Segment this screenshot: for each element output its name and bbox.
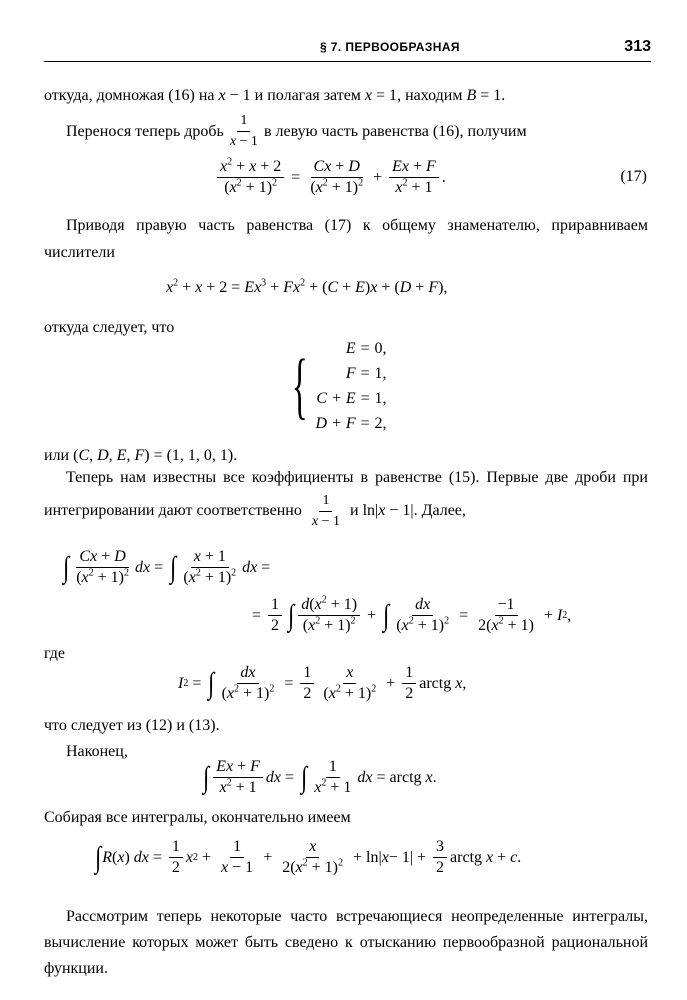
fraction: $\frac{1}{x - 1}$ xyxy=(229,113,258,149)
equation-number: (17) xyxy=(620,168,647,185)
paragraph-line: где xyxy=(44,645,66,662)
paragraph-line: откуда, домножая (16) на x − 1 и полагая затем x = 1, находим B = 1. xyxy=(44,87,506,104)
i2-equation: I 2 = ∫ $\frac{dx}{(x^2 + 1)^2}$ = $\frac{1}{2}$ $\frac{x}{(x^2 + 1)^2}$ + $\frac{1}{2}$ arctg x , xyxy=(178,664,467,702)
header-rule xyxy=(44,61,651,62)
integral-line-1: ∫ $\frac{Cx + D}{(x^2 + 1)^2}$ dx = ∫ $\frac{x + 1}{(x^2 + 1)^2}$ dx = xyxy=(63,548,271,586)
paragraph-line: или (C, D, E, F) = (1, 1, 0, 1). xyxy=(44,447,238,464)
section-title: § 7. ПЕРВООБРАЗНАЯ xyxy=(320,40,460,54)
arctg-integral: ∫ $\frac{Ex + F}{x^2 + 1}$ dx = ∫ $\frac{1}{x^2 + 1}$ dx = arctg x . xyxy=(203,758,437,796)
paragraph: Теперь нам известны все коэффициенты в равенстве (15). Первые две дроби при интегрировании дают соответственно $\frac{1}{x - 1}$ и ln|x − 1|. Далее, xyxy=(44,469,648,529)
equation-17: $\frac{x^2 + x + 2}{(x^2 + 1)^2}$ = $\frac{Cx + D}{(x^2 + 1)^2}$ + $\frac{Ex + F}{x^2 + 1}$ . xyxy=(214,158,446,197)
running-header xyxy=(44,38,651,62)
integral-line-2: = $\frac{1}{2}$ ∫ $\frac{d(x^2 + 1)}{(x^2 + 1)^2}$ + ∫ $\frac{dx}{(x^2 + 1)^2}$ = $\frac{-1}{2(x^2 + 1)}$ + I 2 , xyxy=(252,594,572,634)
paragraph-line: что следует из (12) и (13). xyxy=(44,717,220,734)
page-number: 313 xyxy=(624,38,651,55)
final-result: ∫ R ( x ) dx = $\frac{1}{2}$ x 2 + $\frac{1}{x - 1}$ + $\frac{x}{2(x^2 + 1)^2}$ + ln| x − 1| + $\frac{3}{2}$ arctg x + c . xyxy=(95,838,522,876)
paragraph-line: откуда следует, что xyxy=(44,319,175,336)
paragraph-line: Перенося теперь дробь $\frac{1}{x - 1}$ в левую часть равенства (16), получим xyxy=(66,113,527,149)
paragraph: Рассмотрим теперь некоторые часто встречающиеся неопределенные интегралы, вычисление которых может быть сведено к отысканию первообразной рациональной функции. xyxy=(44,908,648,977)
fraction: $\frac{1}{x - 1}$ xyxy=(311,493,340,529)
paragraph-line: Наконец, xyxy=(66,743,128,760)
numerator-equation: $x^2 + x + 2 = Ex^3 + Fx^2 + (C + E)x + (D + F)$, xyxy=(166,277,448,296)
left-brace: { xyxy=(291,345,308,427)
equation-system: { E = 0, F = 1, C + E = 1, D + F = 2, xyxy=(291,340,387,432)
paragraph-line: Собирая все интегралы, окончательно имеем xyxy=(44,809,351,826)
paragraph: Приводя правую часть равенства (17) к общему знаменателю, приравниваем числители xyxy=(44,217,648,261)
